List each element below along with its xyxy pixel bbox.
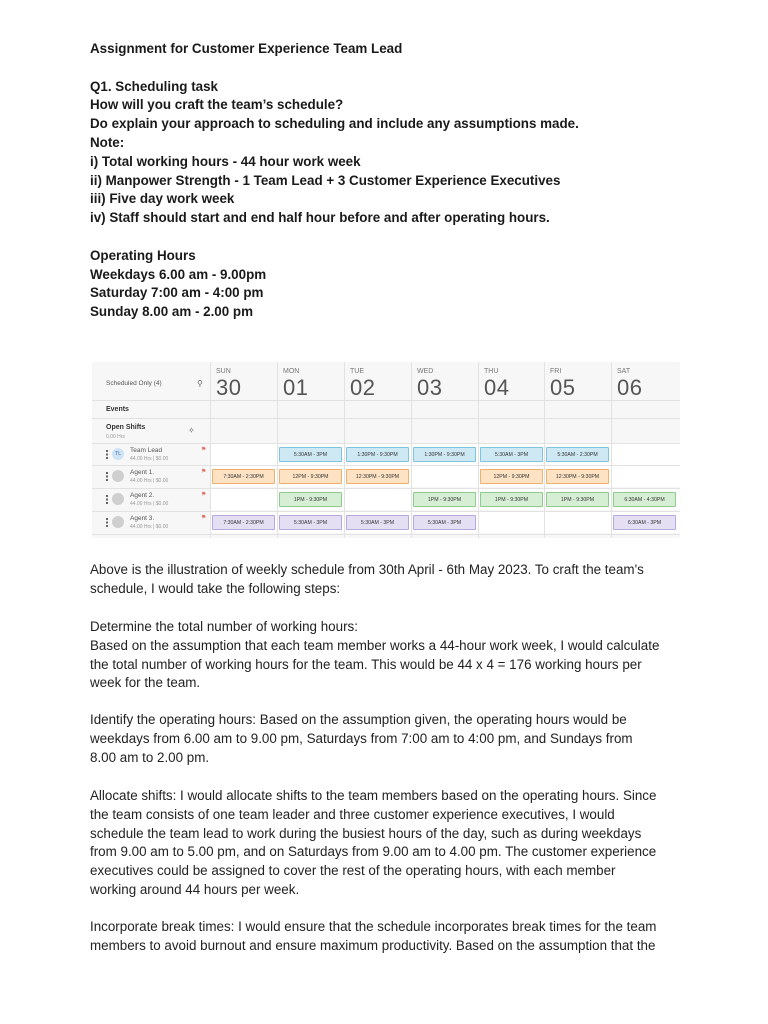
drag-handle-icon[interactable]	[106, 472, 108, 481]
shift-block[interactable]: 5:30AM - 2:30PM	[546, 447, 609, 462]
open-shifts-label: Open Shifts	[106, 424, 146, 431]
operating-hours-item: Weekdays 6.00 am - 9.00pm	[90, 266, 267, 282]
day-number: 03	[417, 375, 443, 400]
member-hours: 44.00 Hrs | $0.00	[130, 501, 169, 507]
avatar	[112, 470, 124, 482]
flag-icon: ⚑	[201, 515, 207, 521]
shift-block[interactable]: 6:30AM - 3PM	[613, 515, 676, 530]
avatar: TL	[112, 448, 124, 460]
member-hours: 44.00 Hrs | $0.00	[130, 478, 169, 484]
shift-block[interactable]: 1PM - 9:30PM	[413, 492, 476, 507]
day-name: SAT	[617, 368, 631, 375]
open-shifts-hours: 0.00 Hrs	[106, 434, 125, 440]
paragraph-break-times	[90, 918, 690, 956]
events-label: Events	[106, 406, 129, 413]
shift-block[interactable]: 1:30PM - 9:30PM	[413, 447, 476, 462]
text-line: weekdays from 6.00 am to 9.00 pm, Saturdays from 7:00 am to 4:00 pm, and Sundays from	[90, 730, 633, 746]
text-line: week for the team.	[90, 675, 201, 691]
search-icon: ⚲	[197, 379, 203, 388]
text-line: schedule the team lead to work during the busiest hours of the day, such as during weekdays	[90, 825, 642, 841]
text-line: the team consists of one team leader and three customer experience executives, I would	[90, 806, 615, 822]
wand-icon: ✧	[188, 426, 195, 435]
text-line: Determine the total number of working hours:	[90, 619, 358, 634]
text-line: Allocate shifts: I would allocate shifts to the team members based on the operating hours. Since	[90, 788, 657, 803]
paragraph-operating-hours	[90, 711, 690, 767]
day-number: 01	[283, 375, 309, 400]
assignment-header	[90, 40, 710, 322]
day-number: 02	[350, 375, 376, 400]
member-hours: 44.00 Hrs | $0.00	[130, 456, 169, 462]
text-line: Identify the operating hours: Based on the assumption given, the operating hours would be	[90, 712, 627, 727]
flag-icon: ⚑	[201, 469, 207, 475]
text-line: Incorporate break times: I would ensure that the schedule incorporates break times for the team	[90, 919, 657, 934]
shift-block[interactable]: 6:30AM - 4:30PM	[613, 492, 676, 507]
avatar	[112, 493, 124, 505]
operating-hours-title: Operating Hours	[90, 247, 196, 263]
day-number: 06	[617, 375, 643, 400]
text-line: from 9.00 am to 5.00 pm, and on Saturdays from 9.00 am to 4.00 pm. The customer experience	[90, 844, 657, 860]
text-line: 8.00 am to 2.00 pm.	[90, 749, 210, 765]
member-name: Agent 1.	[130, 469, 155, 476]
day-number: 30	[216, 375, 242, 400]
note-item: i) Total working hours - 44 hour work week	[90, 153, 361, 169]
note-item: ii) Manpower Strength - 1 Team Lead + 3 Customer Experience Executives	[90, 172, 561, 188]
text-line: Above is the illustration of weekly schedule from 30th April - 6th May 2023. To craft the team's	[90, 562, 644, 577]
avatar	[112, 516, 124, 528]
drag-handle-icon[interactable]	[106, 450, 108, 459]
drag-handle-icon[interactable]	[106, 495, 108, 504]
shift-block[interactable]: 7:30AM - 2:30PM	[212, 515, 275, 530]
member-name: Agent 2.	[130, 492, 155, 499]
text-line: members to avoid burnout and ensure maximum productivity. Based on the assumption that the	[90, 937, 656, 953]
weekly-schedule-image	[92, 362, 680, 538]
shift-block[interactable]: 5:30AM - 3PM	[346, 515, 409, 530]
flag-icon: ⚑	[201, 492, 207, 498]
paragraph-intro	[90, 561, 690, 599]
note-item: iii) Five day work week	[90, 191, 235, 207]
drag-handle-icon[interactable]	[106, 518, 108, 527]
shift-block[interactable]: 12:30PM - 9:30PM	[546, 469, 609, 484]
shift-block[interactable]: 12PM - 9:30PM	[279, 469, 342, 484]
day-name: THU	[484, 368, 499, 375]
text-line: Based on the assumption that each team member works a 44-hour work week, I would calculate	[90, 637, 660, 653]
day-name: FRI	[550, 368, 562, 375]
note-item: iv) Staff should start and end half hour before and after operating hours.	[90, 210, 550, 226]
flag-icon: ⚑	[201, 447, 207, 453]
day-name: SUN	[216, 368, 231, 375]
shift-block[interactable]: 1PM - 9:30PM	[480, 492, 543, 507]
day-number: 04	[484, 375, 510, 400]
day-column-sat	[611, 362, 679, 538]
paragraph-working-hours	[90, 618, 690, 693]
day-name: TUE	[350, 368, 364, 375]
q1-instruction: Do explain your approach to scheduling and include any assumptions made.	[90, 116, 579, 132]
shift-block[interactable]: 12PM - 9:30PM	[480, 469, 543, 484]
text-line: schedule, I would take the following steps:	[90, 580, 341, 596]
operating-hours-item: Sunday 8.00 am - 2.00 pm	[90, 304, 253, 320]
text-line: the total number of working hours for the team. This would be 44 x 4 = 176 working hours per	[90, 656, 642, 672]
shift-block[interactable]: 1PM - 9:30PM	[546, 492, 609, 507]
paragraph-allocate-shifts	[90, 787, 690, 900]
shift-block[interactable]: 5:30AM - 3PM	[279, 515, 342, 530]
q1-question: How will you craft the team’s schedule?	[90, 97, 344, 113]
shift-block[interactable]: 1PM - 9:30PM	[279, 492, 342, 507]
shift-block[interactable]: 7:30AM - 2:30PM	[212, 469, 275, 484]
member-hours: 44.00 Hrs | $0.00	[130, 524, 169, 530]
q1-title: Q1. Scheduling task	[90, 78, 218, 94]
day-name: MON	[283, 368, 300, 375]
day-name: WED	[417, 368, 434, 375]
member-name: Agent 3.	[130, 515, 155, 522]
member-name: Team Lead	[130, 447, 163, 454]
assignment-title: Assignment for Customer Experience Team Lead	[90, 41, 403, 56]
shift-block[interactable]: 5:30AM - 3PM	[279, 447, 342, 462]
day-number: 05	[550, 375, 576, 400]
operating-hours-item: Saturday 7:00 am - 4:00 pm	[90, 285, 264, 301]
shift-block[interactable]: 12:30PM - 9:30PM	[346, 469, 409, 484]
shift-block[interactable]: 5:30AM - 3PM	[413, 515, 476, 530]
text-line: working around 44 hours per week.	[90, 881, 300, 897]
day-column-sun	[210, 362, 278, 538]
filter-label: Scheduled Only (4)	[106, 380, 162, 387]
shift-block[interactable]: 5:30AM - 3PM	[480, 447, 543, 462]
text-line: executives could be assigned to cover the rest of the operating hours, with each member	[90, 863, 616, 879]
note-label: Note:	[90, 134, 125, 150]
shift-block[interactable]: 1:30PM - 9:30PM	[346, 447, 409, 462]
